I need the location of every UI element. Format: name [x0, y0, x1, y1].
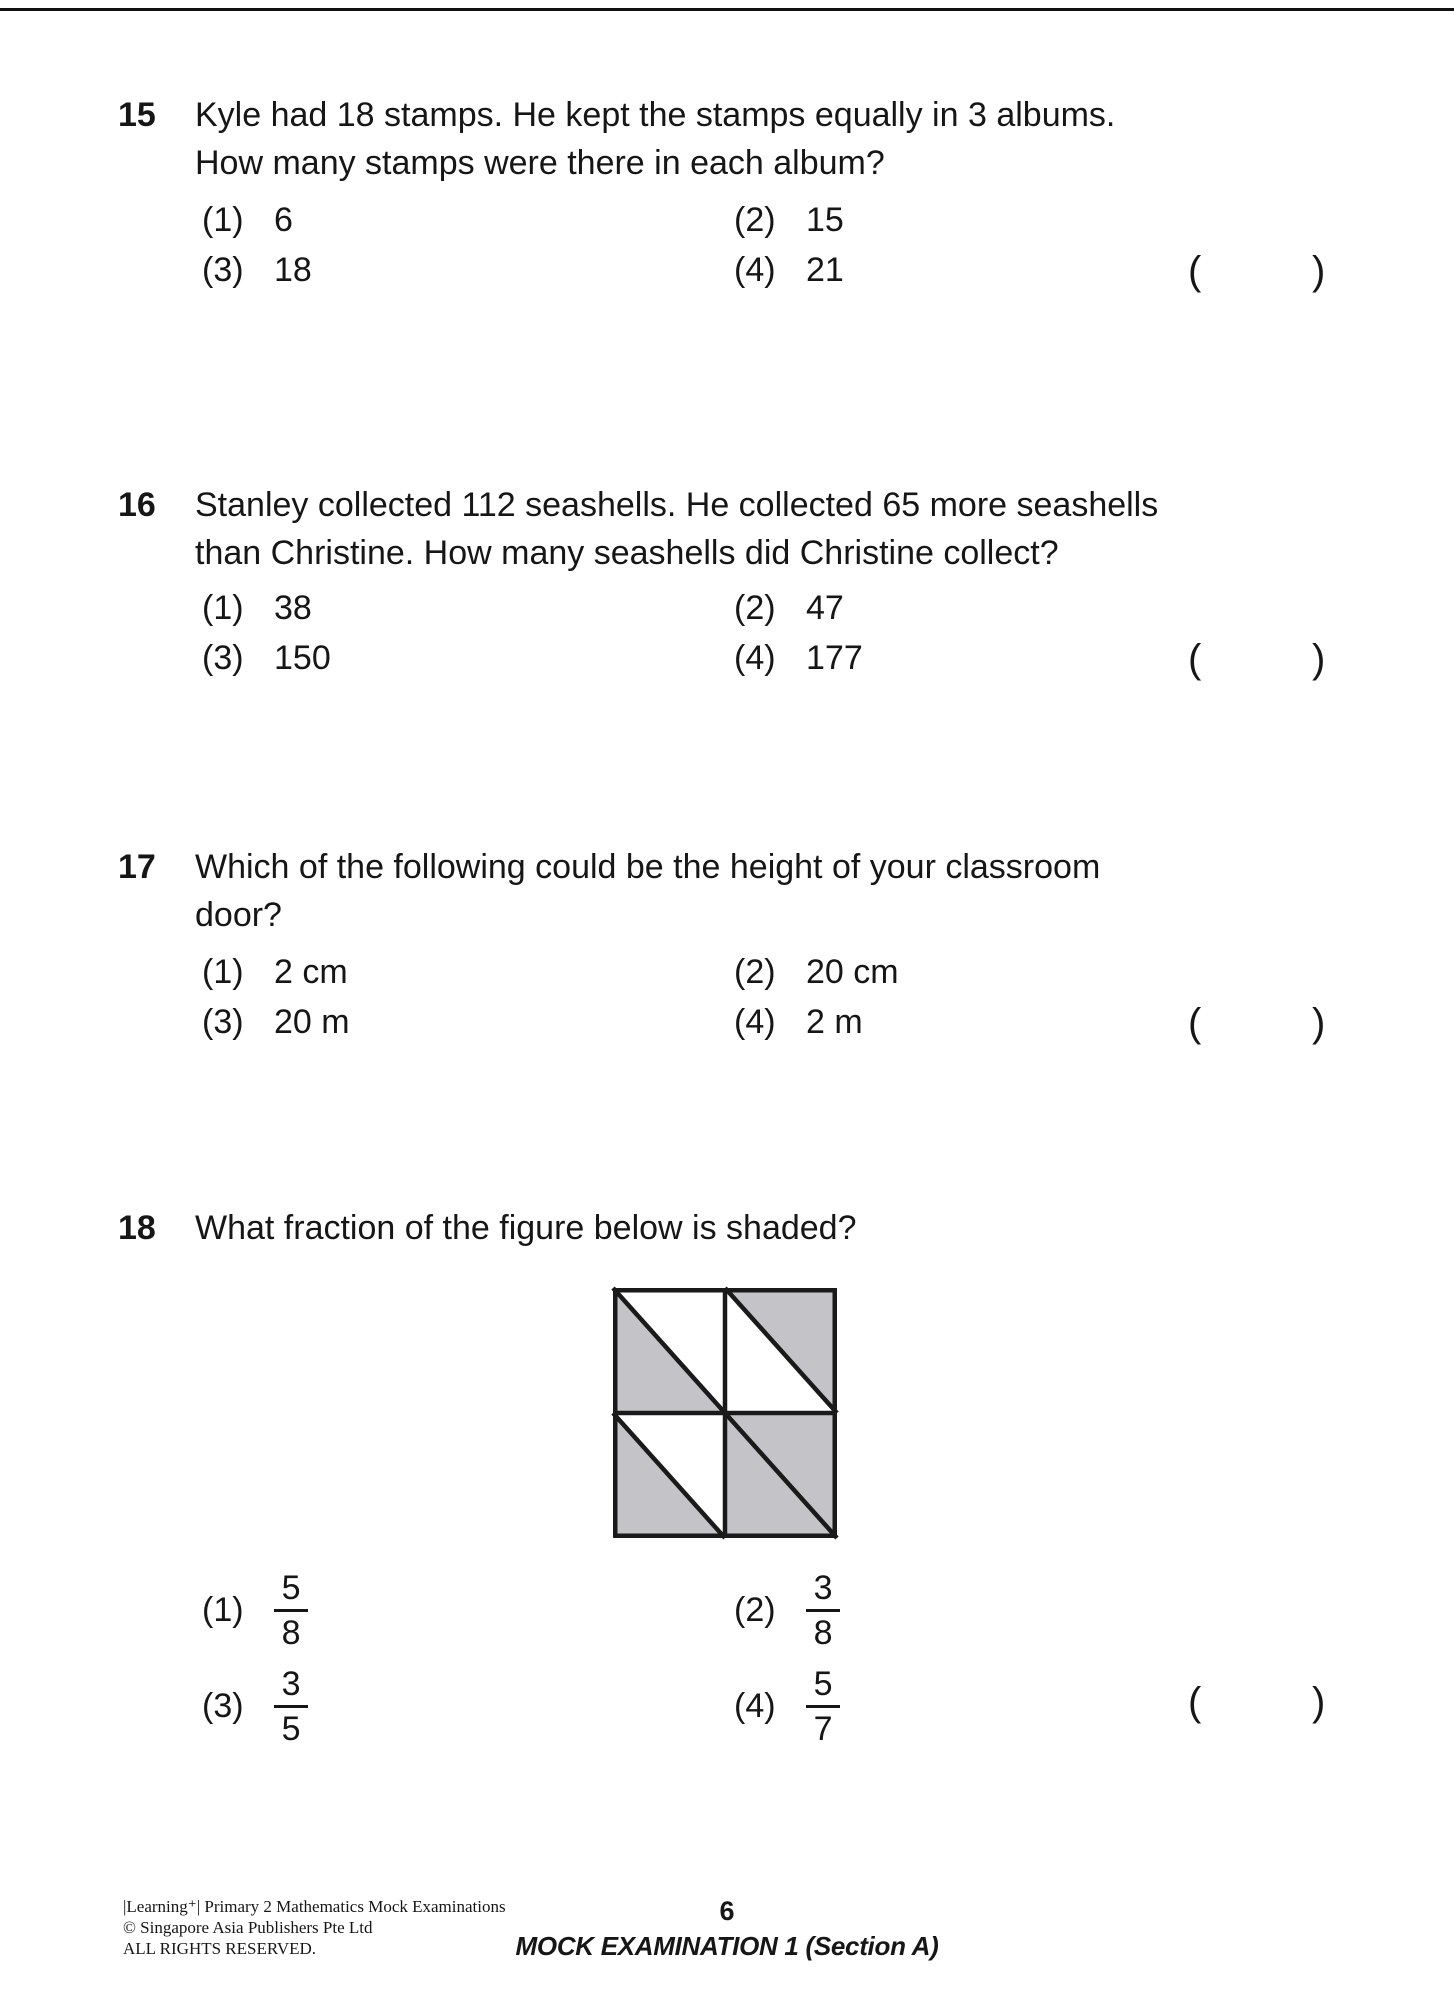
question-text — [195, 481, 1454, 577]
fraction-value — [274, 1568, 309, 1653]
section-label: MOCK EXAMINATION 1 (Section A) — [515, 1931, 939, 1961]
fraction-value — [806, 1664, 841, 1749]
option-marker: (4) — [734, 639, 776, 677]
question-number: 17 — [118, 848, 156, 886]
options — [0, 201, 1454, 301]
option-row — [0, 639, 1454, 689]
option-marker: (2) — [734, 201, 776, 239]
options — [0, 589, 1454, 689]
fraction-denominator: 5 — [281, 1709, 301, 1748]
option-row — [0, 1562, 1454, 1658]
fraction-numerator: 3 — [806, 1568, 841, 1612]
question-text — [195, 91, 1454, 187]
option-row — [0, 589, 1454, 639]
shaded-fraction-figure — [613, 1288, 837, 1538]
option-value: 18 — [274, 251, 312, 289]
option-marker: (3) — [202, 639, 244, 677]
answer-bracket-close: ) — [1312, 1680, 1326, 1724]
question-18 — [0, 1204, 1454, 1748]
question-number: 18 — [118, 1209, 156, 1247]
question-15 — [0, 91, 1454, 293]
option-value: 38 — [274, 589, 312, 627]
answer-bracket-close: ) — [1312, 637, 1326, 681]
option-marker: (2) — [734, 1590, 776, 1629]
fraction-denominator: 8 — [813, 1613, 833, 1652]
option-row — [0, 201, 1454, 251]
option-row — [0, 1658, 1454, 1754]
question-text — [195, 1204, 1454, 1252]
option-marker: (4) — [734, 1003, 776, 1041]
option-marker: (4) — [734, 251, 776, 289]
option-value: 2 cm — [274, 953, 348, 991]
option-marker: (1) — [202, 953, 244, 991]
answer-bracket-open: ( — [1188, 637, 1202, 681]
fraction-option — [734, 1658, 840, 1754]
answer-bracket-open: ( — [1188, 1680, 1202, 1724]
option-row — [0, 251, 1454, 301]
shaded-figure-svg — [613, 1288, 837, 1538]
option-marker: (4) — [734, 1686, 776, 1725]
option-row — [0, 953, 1454, 1003]
page-number: 6 — [719, 1896, 735, 1926]
options — [0, 953, 1454, 1053]
fraction-numerator: 5 — [274, 1568, 309, 1612]
option-row — [0, 1003, 1454, 1053]
question-number: 15 — [118, 96, 156, 134]
question-number: 16 — [118, 486, 156, 524]
question-text-line: door? — [195, 896, 282, 934]
option-marker: (2) — [734, 589, 776, 627]
fraction-option — [734, 1562, 840, 1658]
option-value: 150 — [274, 639, 331, 677]
option-marker: (1) — [202, 201, 244, 239]
fraction-denominator: 8 — [281, 1613, 301, 1652]
fraction-numerator: 3 — [274, 1664, 309, 1708]
answer-bracket-open: ( — [1188, 1001, 1202, 1045]
option-value: 47 — [806, 589, 844, 627]
question-text-line: What fraction of the figure below is shaded? — [195, 1209, 857, 1247]
fraction-value — [274, 1664, 309, 1749]
answer-bracket-open: ( — [1188, 249, 1202, 293]
option-marker: (3) — [202, 251, 244, 289]
fraction-option — [202, 1562, 308, 1658]
option-value: 20 cm — [806, 953, 899, 991]
option-marker: (1) — [202, 589, 244, 627]
fraction-numerator: 5 — [806, 1664, 841, 1708]
option-value: 20 m — [274, 1003, 350, 1041]
question-text-line: How many stamps were there in each album? — [195, 144, 885, 182]
question-text-line: Which of the following could be the height of your classroom — [195, 848, 1101, 886]
footer-imprint-line: ALL RIGHTS RESERVED. — [123, 1939, 317, 1958]
answer-bracket-close: ) — [1312, 249, 1326, 293]
option-value: 6 — [274, 201, 293, 239]
fraction-value — [806, 1568, 841, 1653]
option-marker: (2) — [734, 953, 776, 991]
option-value: 177 — [806, 639, 863, 677]
question-17 — [0, 843, 1454, 1045]
option-marker: (3) — [202, 1686, 244, 1725]
fraction-option — [202, 1658, 308, 1754]
footer-imprint-line: © Singapore Asia Publishers Pte Ltd — [123, 1918, 373, 1937]
fraction-denominator: 7 — [813, 1709, 833, 1748]
answer-bracket-close: ) — [1312, 1001, 1326, 1045]
option-value: 15 — [806, 201, 844, 239]
question-text-line: than Christine. How many seashells did Christine collect? — [195, 534, 1059, 572]
footer-imprint-line: |Learning⁺| Primary 2 Mathematics Mock Examinations — [123, 1897, 506, 1916]
question-text — [195, 843, 1454, 939]
question-text-line: Kyle had 18 stamps. He kept the stamps equally in 3 albums. — [195, 96, 1116, 134]
option-value: 21 — [806, 251, 844, 289]
option-marker: (3) — [202, 1003, 244, 1041]
question-text-line: Stanley collected 112 seashells. He collected 65 more seashells — [195, 486, 1159, 524]
option-marker: (1) — [202, 1590, 244, 1629]
option-value: 2 m — [806, 1003, 863, 1041]
question-16 — [0, 481, 1454, 681]
page-top-rule — [0, 8, 1454, 11]
